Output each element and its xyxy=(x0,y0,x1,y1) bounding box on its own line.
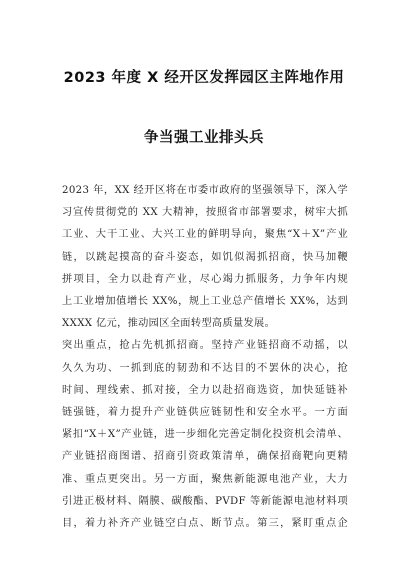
body-line: 2023 年，XX 经开区将在市委市政府的坚强领导下，深入学 xyxy=(62,185,348,196)
body-line: 链，以跳起摸高的奋斗姿态，如饥似渴抓招商，快马加鞭 xyxy=(62,251,348,263)
body-line: 上工业增加值增长 XX%，规上工业总产值增长 XX%，达到 xyxy=(62,296,348,308)
body-line: 准、重点更突出。另一方面，聚焦新能源电池产业，大力 xyxy=(62,473,348,485)
body-line: 引进正极材料、隔膜、碳酸酯、PVDF 等新能源电池材料项 xyxy=(62,495,348,507)
body-line: 拼项目，全力以赴育产业，尽心竭力抓服务，力争年内规 xyxy=(62,273,348,285)
body-line: XXXX 亿元，推动园区全面转型高质量发展。 xyxy=(62,318,276,330)
document-body xyxy=(62,180,348,535)
body-line: 久久为功、一抓到底的韧劲和不达目的不罢休的决心，抢 xyxy=(62,362,348,374)
body-line: 产业链招商图谱、招商引资政策清单，确保招商靶向更精 xyxy=(62,451,348,463)
body-line: 目，着力补齐产业链空白点、断节点。第三，紧盯重点企 xyxy=(62,518,348,530)
document-title: 2023 年度 X 经开区发挥园区主阵地作用 xyxy=(63,70,345,86)
body-line: 工业、大干工业、大兴工业的鲜明导向，聚焦“X＋X”产业 xyxy=(62,229,348,241)
body-line: 链强链，着力提升产业链供应链韧性和安全水平。一方面 xyxy=(62,407,348,419)
body-line: 习宣传贯彻党的 XX 大精神，按照省市部署要求，树牢大抓 xyxy=(62,207,348,219)
document-subtitle: 争当强工业排头兵 xyxy=(144,130,264,146)
body-line: 时间、理线索、抓对接，全力以赴招商选资，加快延链补 xyxy=(62,384,348,396)
body-line: 突出重点，抢占先机抓招商。坚持产业链招商不动摇，以 xyxy=(62,340,348,352)
body-line: 紧扣“X＋X”产业链，进一步细化完善定制化投资机会清单、 xyxy=(62,429,348,441)
